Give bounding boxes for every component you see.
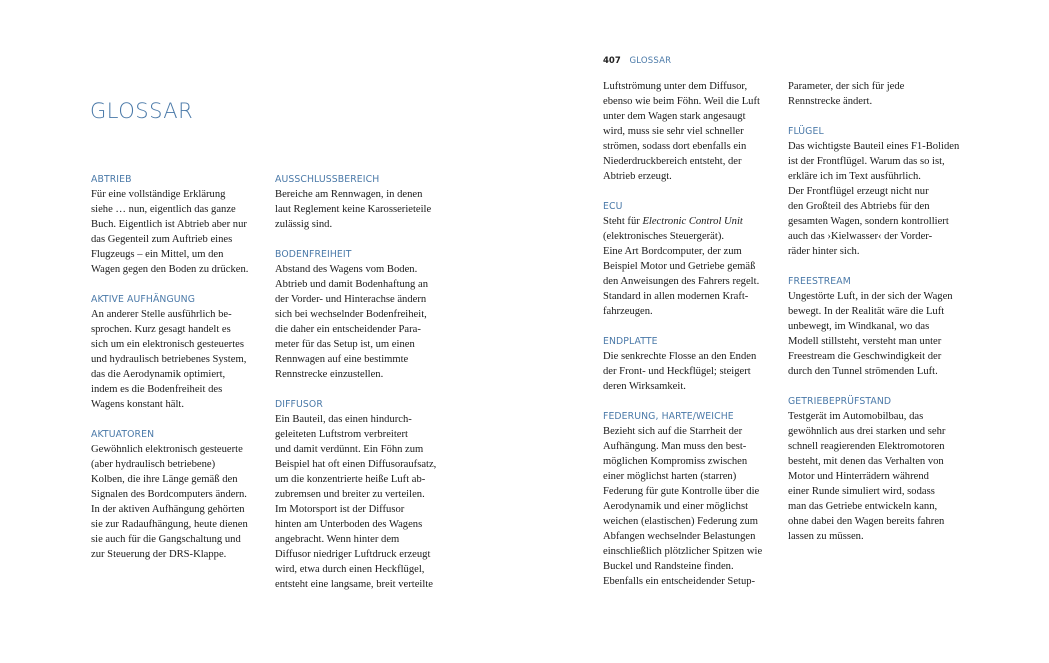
column-3: [603, 79, 783, 604]
text-line: Buch. Eigentlich ist Abtrieb aber nur: [91, 219, 247, 230]
text-line: zubremsen und breiter zu verteilen.: [275, 489, 425, 500]
text-line: schnell reagierenden Elektromotoren: [788, 441, 945, 452]
text-line: Bezieht sich auf die Starrheit der: [603, 426, 743, 437]
glossary-term: AUSSCHLUSSBEREICH: [275, 174, 380, 185]
text-line: entsteht eine langsame, breit verteilte: [275, 579, 433, 590]
glossary-entry: [603, 334, 783, 394]
text-line: der Vorder- und Hinterachse ändern: [275, 294, 427, 305]
text-line: An anderer Stelle ausführlich be-: [91, 309, 232, 320]
glossary-entry: [91, 427, 271, 562]
text-line: und damit verdünnt. Ein Föhn zum: [275, 444, 424, 455]
text-line: Im Motorsport ist der Diffusor: [275, 504, 405, 515]
glossary-term: FEDERUNG, HARTE/WEICHE: [603, 411, 734, 422]
glossary-entry: [788, 394, 968, 544]
text-line: Das wichtigste Bauteil eines F1-Boliden: [788, 141, 960, 152]
text-line: Abtrieb erzeugt.: [603, 171, 672, 182]
text-line: Freestream die Geschwindigkeit der: [788, 351, 942, 362]
text-line: weichen (elastischen) Federung zum: [603, 516, 759, 527]
text-line: fahrzeugen.: [603, 306, 653, 317]
text-line: den Anweisungen des Fahrers regelt.: [603, 276, 760, 287]
text-line: Für eine vollständige Erklärung: [91, 189, 226, 200]
glossary-entry: [275, 397, 455, 592]
text-line: Rennwagen auf eine bestimmte: [275, 354, 409, 365]
text-line: ohne dabei den Wagen bereits fahren: [788, 516, 945, 527]
continuation-federung: [788, 79, 968, 109]
text-line: geleiteten Luftstrom verbreitert: [275, 429, 408, 440]
text-line: siehe … nun, eigentlich das ganze: [91, 204, 236, 215]
text-line: Abtrieb und damit Bodenhaftung an: [275, 279, 428, 290]
glossary-term: ECU: [603, 201, 623, 212]
text-line: deren Wirksamkeit.: [603, 381, 686, 392]
running-head: [603, 56, 671, 66]
text-line: sie auch für die Gangschaltung und: [91, 534, 241, 545]
text-line: die daher ein entscheidender Para-: [275, 324, 421, 335]
continuation-diffusor: [603, 79, 783, 184]
text-line: lassen zu müssen.: [788, 531, 864, 542]
column-2: [275, 172, 455, 607]
glossary-term: AKTUATOREN: [91, 429, 155, 440]
text-line: Federung für gute Kontrolle über die: [603, 486, 760, 497]
text-line: einer möglichst harten (starren): [603, 471, 737, 482]
text-line: meter für das Setup ist, um einen: [275, 339, 415, 350]
glossary-entry: [275, 172, 455, 232]
text-line: und hydraulisch betriebenes System,: [91, 354, 247, 365]
text-line: Eine Art Bordcomputer, der zum: [603, 246, 742, 257]
text-line: hinten am Unterboden des Wagens: [275, 519, 423, 530]
text-line: ist der Frontflügel. Warum das so ist,: [788, 156, 945, 167]
text-line: Kolben, die ihre Länge gemäß den: [91, 474, 238, 485]
text-line: Modell stillsteht, versteht man unter: [788, 336, 942, 347]
glossary-entry: [91, 172, 271, 277]
text-line: Aerodynamik und einer möglichst: [603, 501, 749, 512]
text-line: Testgerät im Automobilbau, das: [788, 411, 924, 422]
text-line: Gewöhnlich elektronisch gesteuerte: [91, 444, 243, 455]
text-line: Diffusor niedriger Luftdruck erzeugt: [275, 549, 431, 560]
text-line: (aber hydraulisch betriebene): [91, 459, 216, 470]
text-line: sich bei wechselnder Bodenfreiheit,: [275, 309, 427, 320]
glossary-term: ENDPLATTE: [603, 336, 658, 347]
glossary-entry: [91, 292, 271, 412]
text-line: angebracht. Wenn hinter dem: [275, 534, 400, 545]
text-line: Rennstrecke einzustellen.: [275, 369, 384, 380]
page-title: GLOSSAR: [90, 99, 194, 123]
text-line: zulässig sind.: [275, 219, 333, 230]
text-line: Aufhängung. Man muss den best-: [603, 441, 747, 452]
text-line: Motor und Hinterrädern während: [788, 471, 929, 482]
text-line: Abfangen wechselnder Belastungen: [603, 531, 756, 542]
glossary-term: DIFFUSOR: [275, 399, 323, 410]
text-line: zur Steuerung der DRS-Klappe.: [91, 549, 227, 560]
text-line: Ebenfalls ein entscheidender Setup-: [603, 576, 756, 587]
column-4: [788, 79, 968, 559]
text-line: einer Runde simuliert wird, sodass: [788, 486, 935, 497]
text-line: Wagens konstant hält.: [91, 399, 184, 410]
glossary-term: BODENFREIHEIT: [275, 249, 352, 260]
glossary-term: FLÜGEL: [788, 126, 824, 137]
text-line: Abstand des Wagens vom Boden.: [275, 264, 418, 275]
text-line: Buckel und Randsteine finden.: [603, 561, 734, 572]
text-line: indem es die Bodenfreiheit des: [91, 384, 223, 395]
glossary-entry: [603, 409, 783, 589]
text-line: erkläre ich im Text ausführlich.: [788, 171, 921, 182]
text-line: unter dem Wagen stark angesaugt: [603, 111, 746, 122]
italic-term: Electronic Control Unit: [642, 216, 743, 227]
text-line: den Großteil des Abtriebs für den: [788, 201, 930, 212]
text-line: Standard in allen modernen Kraft-: [603, 291, 749, 302]
text-line: gesamten Wagen, sondern kontrolliert: [788, 216, 949, 227]
text-line: möglichen Kompromiss zwischen: [603, 456, 748, 467]
text-line: Luftströmung unter dem Diffusor,: [603, 81, 748, 92]
text-line: Niederdruckbereich entsteht, der: [603, 156, 742, 167]
text-line: Der Frontflügel erzeugt nicht nur: [788, 186, 929, 197]
text-line: [603, 214, 783, 229]
text-line: Wagen gegen den Boden zu drücken.: [91, 264, 249, 275]
glossary-entry: [788, 274, 968, 379]
text-line: sprochen. Kurz gesagt handelt es: [91, 324, 231, 335]
glossary-term: FREESTREAM: [788, 276, 851, 287]
text-line: Ein Bauteil, das einen hindurch-: [275, 414, 412, 425]
text-line: Rennstrecke ändert.: [788, 96, 873, 107]
text-line: Parameter, der sich für jede: [788, 81, 905, 92]
text-line: wird, etwa durch einen Heckflügel,: [275, 564, 425, 575]
glossary-term: AKTIVE AUFHÄNGUNG: [91, 294, 196, 305]
text-line: durch den Tunnel strömenden Luft.: [788, 366, 938, 377]
text-line: räder hinter sich.: [788, 246, 860, 257]
text-line: Flugzeugs – ein Mittel, um den: [91, 249, 224, 260]
text-line: wird, muss sie sehr viel schneller: [603, 126, 744, 137]
glossary-term: ABTRIEB: [91, 174, 132, 185]
text-line: besteht, mit denen das Verhalten von: [788, 456, 944, 467]
text-line: das die Aerodynamik optimiert,: [91, 369, 226, 380]
glossary-entry: [275, 247, 455, 382]
text-line: auch das ›Kielwasser‹ der Vorder-: [788, 231, 933, 242]
text-line: unbewegt, im Windkanal, wo das: [788, 321, 930, 332]
text-line: sich um ein elektronisch gesteuertes: [91, 339, 244, 350]
text-line: einschließlich plötzlicher Spitzen wie: [603, 546, 763, 557]
text-line: ebenso wie beim Föhn. Weil die Luft: [603, 96, 760, 107]
text-line: Bereiche am Rennwagen, in denen: [275, 189, 423, 200]
text-line: In der aktiven Aufhängung gehörten: [91, 504, 245, 515]
text-line: laut Reglement keine Karosserieteile: [275, 204, 432, 215]
text-line: Ungestörte Luft, in der sich der Wagen: [788, 291, 953, 302]
text-line: sie zur Radaufhängung, heute dienen: [91, 519, 248, 530]
text-line: um die konzentrierte heiße Luft ab-: [275, 474, 426, 485]
glossary-entry: [788, 124, 968, 259]
text-line: das Gegenteil zum Auftrieb eines: [91, 234, 233, 245]
text-line: Beispiel Motor und Getriebe gemäß: [603, 261, 756, 272]
text-line: bewegt. In der Realität wäre die Luft: [788, 306, 945, 317]
text-line: der Front- und Heckflügel; steigert: [603, 366, 751, 377]
glossary-term: GETRIEBEPRÜFSTAND: [788, 396, 892, 407]
text-line: Beispiel hat oft einen Diffusoraufsatz,: [275, 459, 437, 470]
text-line: Signalen des Bordcomputers ändern.: [91, 489, 247, 500]
text-line: (elektronisches Steuergerät).: [603, 231, 724, 242]
glossary-entry-ecu: [603, 199, 783, 319]
column-1: [91, 172, 271, 577]
text-line: gewöhnlich aus drei starken und sehr: [788, 426, 946, 437]
text-fragment: Steht für: [603, 216, 643, 227]
page-number: 407: [603, 56, 621, 66]
text-line: strömen, sodass dort ebenfalls ein: [603, 141, 747, 152]
text-line: Die senkrechte Flosse an den Enden: [603, 351, 757, 362]
running-title: GLOSSAR: [629, 56, 672, 66]
text-line: man das Getriebe entwickeln kann,: [788, 501, 938, 512]
